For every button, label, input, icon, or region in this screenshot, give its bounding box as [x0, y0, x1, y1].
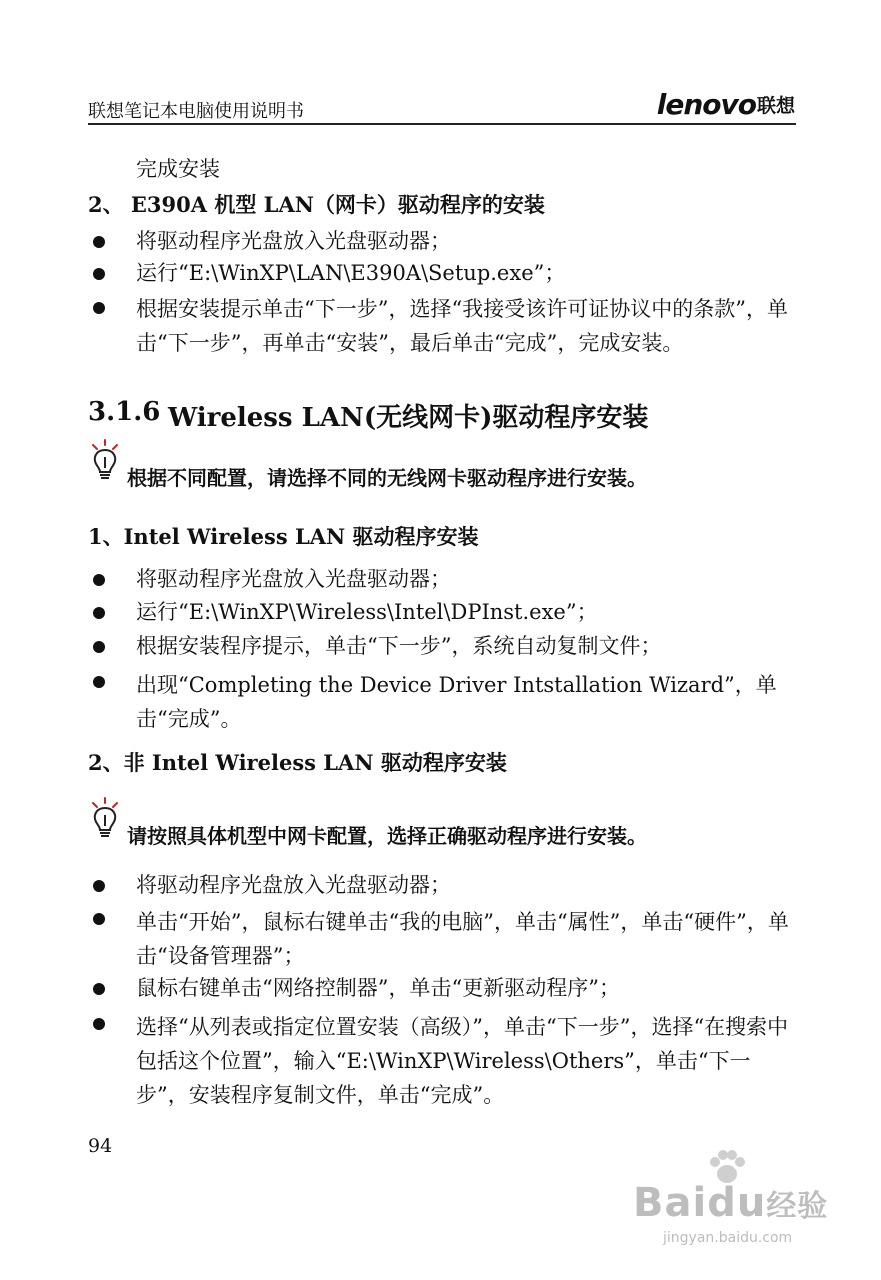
list-item: 出现“Completing the Device Driver Intstallation Wizard”，单击“完成”。 — [136, 673, 777, 731]
sub1-heading: 1、Intel Wireless LAN 驱动程序安装 — [88, 524, 479, 549]
bullet-icon — [93, 268, 105, 280]
bullet-icon — [93, 880, 105, 892]
lightbulb-icon — [88, 438, 122, 482]
page-number: 94 — [88, 1135, 113, 1157]
bullet-icon — [93, 913, 105, 925]
section-number: 3.1.6 — [88, 397, 161, 427]
header-rule — [88, 123, 796, 125]
carry-line: 完成安装 — [136, 157, 220, 181]
bullet-icon — [93, 676, 105, 688]
list-item: 运行“E:\WinXP\LAN\E390A\Setup.exe”； — [136, 261, 566, 285]
list-item: 将驱动程序光盘放入光盘驱动器； — [136, 229, 451, 253]
tip-text: 根据不同配置，请选择不同的无线网卡驱动程序进行安装。 — [127, 466, 647, 490]
sub2-heading: 2、非 Intel Wireless LAN 驱动程序安装 — [88, 750, 507, 775]
tip-block — [88, 438, 122, 486]
bullet-icon — [93, 574, 105, 586]
list-item: 鼠标右键单击“网络控制器”，单击“更新驱动程序”； — [136, 976, 620, 1000]
section2-heading: 2、 E390A 机型 LAN（网卡）驱动程序的安装 — [88, 192, 545, 217]
bullet-icon — [93, 236, 105, 248]
watermark-product: 经验 — [766, 1189, 829, 1224]
list-item: 将驱动程序光盘放入光盘驱动器； — [136, 567, 451, 591]
tip-block — [88, 796, 122, 844]
bullet-icon — [93, 607, 105, 619]
section-title: Wireless LAN(无线网卡)驱动程序安装 — [168, 403, 649, 433]
watermark-brand: Baidu — [633, 1180, 767, 1226]
list-item: 根据安装提示单击“下一步”，选择“我接受该许可证协议中的条款”，单击“下一步”，再单击“安装”，最后单击“完成”，完成安装。 — [136, 297, 788, 355]
bullet-icon — [93, 641, 105, 653]
lenovo-logo — [657, 88, 795, 120]
bullet-icon — [93, 302, 105, 314]
baidu-watermark — [633, 1150, 833, 1250]
header-title: 联想笔记本电脑使用说明书 — [88, 101, 304, 122]
watermark-url: jingyan.baidu.com — [663, 1230, 793, 1246]
list-item: 单击“开始”，鼠标右键单击“我的电脑”，单击“属性”，单击“硬件”，单击“设备管理器”； — [136, 910, 789, 968]
list-item: 选择“从列表或指定位置安装（高级）”，单击“下一步”，选择“在搜索中包括这个位置”，输入“E:\WinXP\Wireless\Others”，单击“下一步”，安装程序复制文件，单击“完成”。 — [136, 1015, 789, 1107]
logo-wordmark: lenovo — [656, 87, 756, 121]
lightbulb-icon — [88, 796, 122, 840]
tip-text: 请按照具体机型中网卡配置，选择正确驱动程序进行安装。 — [127, 824, 647, 848]
bullet-icon — [93, 1018, 105, 1030]
list-item: 根据安装程序提示，单击“下一步”，系统自动复制文件； — [136, 634, 662, 658]
list-item: 将驱动程序光盘放入光盘驱动器； — [136, 873, 451, 897]
bullet-icon — [93, 983, 105, 995]
logo-chinese: 联想 — [756, 94, 795, 117]
list-item: 运行“E:\WinXP\Wireless\Intel\DPInst.exe”； — [136, 600, 598, 624]
